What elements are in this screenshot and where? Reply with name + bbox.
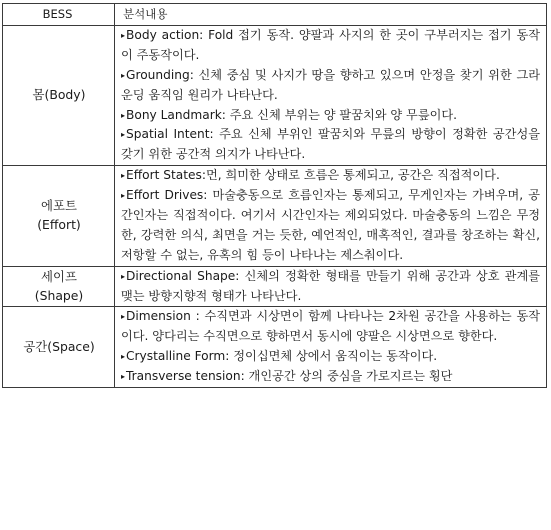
analysis-text: Bony Landmark: 주요 신체 부위는 양 팔꿈치와 양 무릎이다. bbox=[126, 107, 458, 122]
analysis-paragraph bbox=[121, 125, 540, 165]
analysis-text: Directional Shape: 신체의 정확한 형태를 만들기 위해 공간과 상호 관계를 맺는 방향지향적 형태가 나타난다. bbox=[121, 268, 540, 303]
analysis-text: Crystalline Form: 정이십면체 상에서 움직이는 동작이다. bbox=[126, 349, 438, 364]
category-label-line: (Effort) bbox=[37, 216, 81, 232]
category-label-line: 몸(Body) bbox=[32, 87, 86, 103]
category-label bbox=[23, 338, 94, 357]
table-header-row bbox=[3, 4, 547, 26]
category-label bbox=[35, 268, 83, 305]
analysis-paragraph bbox=[121, 267, 540, 307]
analysis-paragraph bbox=[121, 166, 540, 186]
analysis-text: Effort States:먼, 희미한 상태로 흐름은 통제되고, 공간은 직접적이다. bbox=[126, 168, 500, 183]
table-body bbox=[3, 26, 547, 388]
analysis-paragraph bbox=[121, 347, 540, 367]
bullet-triangle-icon: ▸ bbox=[121, 70, 126, 80]
analysis-paragraph bbox=[121, 26, 540, 66]
analysis-text: Spatial Intent: 주요 신체 부위인 팔꿈치와 무릎의 방향이 정확한 공간성을 갖기 위한 공간적 의지가 나타난다. bbox=[121, 127, 540, 162]
category-cell bbox=[3, 26, 115, 166]
category-label-line: 세이프 bbox=[41, 268, 77, 284]
analysis-cell bbox=[115, 307, 547, 388]
bullet-triangle-icon: ▸ bbox=[121, 171, 126, 181]
bullet-triangle-icon: ▸ bbox=[121, 110, 126, 120]
category-label-line: 공간(Space) bbox=[23, 338, 95, 354]
category-cell bbox=[3, 307, 115, 388]
category-cell bbox=[3, 166, 115, 266]
category-label-line: (Shape) bbox=[34, 287, 84, 303]
analysis-paragraph bbox=[121, 367, 540, 387]
category-label-line: 에포트 bbox=[41, 198, 77, 214]
analysis-cell bbox=[115, 26, 547, 166]
bullet-triangle-icon: ▸ bbox=[121, 130, 126, 140]
analysis-paragraph bbox=[121, 106, 540, 126]
category-label bbox=[33, 86, 86, 105]
table-row-shape bbox=[3, 266, 547, 307]
analysis-text: Dimension : 수직면과 시상면이 함께 나타나는 2차원 공간을 사용하는 동작이다. 양다리는 수직면으로 향하면서 동시에 양팔은 시상면으로 향한다. bbox=[121, 309, 540, 344]
analysis-cell bbox=[115, 166, 547, 266]
bullet-triangle-icon: ▸ bbox=[121, 312, 126, 322]
analysis-cell bbox=[115, 266, 547, 307]
table-row-body bbox=[3, 26, 547, 166]
category-label bbox=[37, 197, 81, 234]
bullet-triangle-icon: ▸ bbox=[121, 31, 126, 40]
analysis-paragraph bbox=[121, 66, 540, 106]
bullet-triangle-icon: ▸ bbox=[121, 352, 126, 362]
category-cell bbox=[3, 266, 115, 307]
table-row-effort bbox=[3, 166, 547, 266]
bullet-triangle-icon: ▸ bbox=[121, 191, 126, 201]
analysis-text: Grounding: 신체 중심 및 사지가 땅을 향하고 있으며 안정을 찾기 위한 그라운딩 움직임 원리가 나타난다. bbox=[121, 67, 540, 102]
bess-analysis-table bbox=[2, 3, 547, 388]
analysis-text: Effort Drives: 마술충동으로 흐름인자는 통제되고, 무게인자는 가벼우며, 공간인자는 직접적이다. 여기서 시간인자는 제외되었다. 마술충동의 느낌은 무정한, 강력한 의식, 최면을 거는 듯한, 예언적인, 매혹적인, 결과를 창조하는 확신, 저항할 수 없는, 유혹의 힘 등이 나타나는 제스춰이다. bbox=[121, 188, 540, 262]
bullet-triangle-icon: ▸ bbox=[121, 271, 126, 281]
analysis-text: Body action: Fold 접기 동작. 양팔과 사지의 한 곳이 구부러지는 접기 동작이 주동작이다. bbox=[121, 28, 540, 62]
analysis-text: Transverse tension: 개인공간 상의 중심을 가로지르는 횡단 bbox=[126, 369, 453, 384]
analysis-paragraph bbox=[121, 307, 540, 347]
bullet-triangle-icon: ▸ bbox=[121, 372, 126, 382]
table-row-space bbox=[3, 307, 547, 388]
header-bess: BESS bbox=[3, 4, 115, 26]
header-analysis-content: 분석내용 bbox=[115, 4, 547, 26]
analysis-paragraph bbox=[121, 186, 540, 266]
